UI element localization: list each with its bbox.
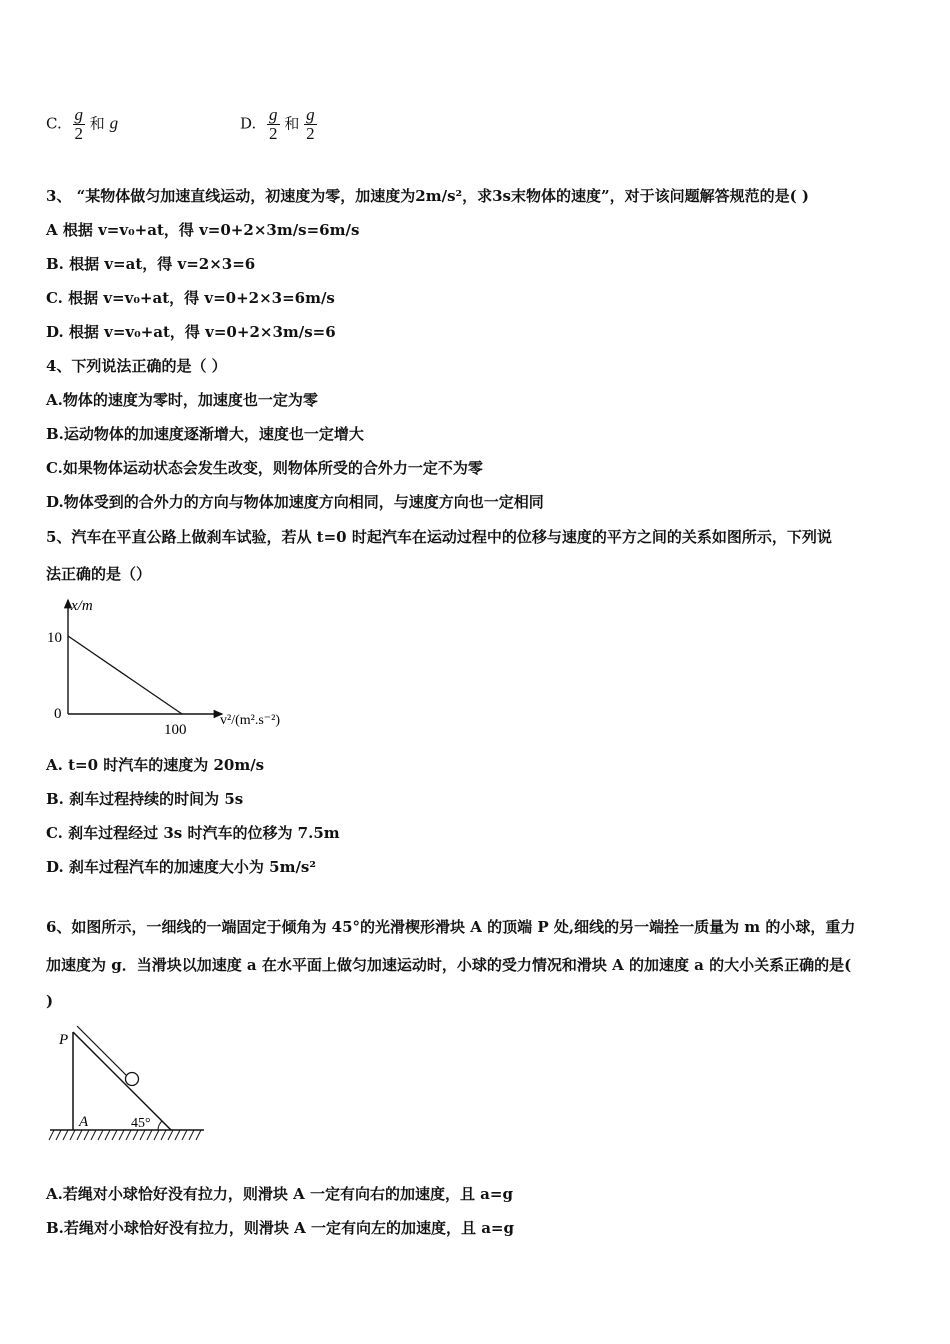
- q4-option-b: B.运动物体的加速度逐渐增大，速度也一定增大: [46, 425, 364, 443]
- q4-option-d: D.物体受到的合外力的方向与物体加速度方向相同，与速度方向也一定相同: [46, 493, 544, 511]
- q5-x-tick: 100: [164, 722, 187, 738]
- q2-option-d-conj: 和: [284, 114, 300, 133]
- q2-option-c: [46, 106, 118, 143]
- q3-option-b: B. 根据 v=at，得 v=2×3=6: [46, 255, 256, 273]
- q5-graph-line: [68, 636, 182, 714]
- q5-option-d: D. 刹车过程汽车的加速度大小为 5m/s²: [46, 858, 316, 876]
- q2-option-c-conj: 和: [89, 114, 105, 133]
- fraction-numerator: g: [269, 105, 278, 124]
- q2-option-d-fraction-1: [267, 106, 280, 143]
- q6-stem-line-3: ): [46, 992, 54, 1010]
- q6-label-p: P: [59, 1032, 69, 1048]
- q6-wedge-figure: [46, 1022, 216, 1152]
- q6-label-angle: 45°: [131, 1116, 151, 1131]
- fraction-numerator: g: [74, 105, 83, 124]
- q5-stem-line-1: 5、汽车在平直公路上做刹车试验，若从 t=0 时起汽车在运动过程中的位移与速度的平方之间的关系如图所示，下列说: [46, 528, 832, 546]
- q5-x-label: v²/(m².s⁻²): [220, 713, 281, 728]
- q3-option-a: A 根据 v=v₀+at，得 v=0+2×3m/s=6m/s: [46, 221, 360, 239]
- q5-origin: 0: [54, 706, 62, 722]
- fraction-denominator: 2: [306, 124, 315, 143]
- q3-option-d: D. 根据 v=v₀+at，得 v=0+2×3m/s=6: [46, 323, 336, 341]
- fraction-denominator: 2: [74, 124, 83, 143]
- q3-option-c: C. 根据 v=v₀+at，得 v=0+2×3=6m/s: [46, 289, 335, 307]
- q6-option-a: A.若绳对小球恰好没有拉力，则滑块 A 一定有向右的加速度，且 a=g: [46, 1185, 513, 1203]
- fraction-denominator: 2: [269, 124, 278, 143]
- q6-label-a: A: [79, 1114, 89, 1130]
- q2-option-c-label: C.: [46, 114, 62, 133]
- q6-string: [77, 1026, 127, 1076]
- q6-stem-line-2: 加速度为 g．当滑块以加速度 a 在水平面上做匀加速运动时，小球的受力情况和滑块 A 的加速度 a 的大小关系正确的是(: [46, 956, 852, 974]
- q6-option-b: B.若绳对小球恰好没有拉力，则滑块 A 一定有向左的加速度，且 a=g: [46, 1219, 514, 1237]
- q5-stem-line-2: 法正确的是（）: [46, 565, 152, 583]
- q5-option-b: B. 刹车过程持续的时间为 5s: [46, 790, 244, 808]
- q3-stem: 3、 “某物体做匀加速直线运动，初速度为零，加速度为2m/s²，求3s末物体的速度”，对于该问题解答规范的是( ): [46, 187, 810, 205]
- q5-y-label: x/m: [71, 598, 93, 614]
- q4-option-a: A.物体的速度为零时，加速度也一定为零: [46, 391, 318, 409]
- q6-ball: [126, 1073, 139, 1086]
- q5-y-tick: 10: [47, 630, 62, 646]
- q5-graph: [40, 592, 310, 742]
- q6-stem-line-1: 6、如图所示，一细线的一端固定于倾角为 45°的光滑楔形滑块 A 的顶端 P 处,细线的另一端拴一质量为 m 的小球，重力: [46, 918, 856, 936]
- q4-option-c: C.如果物体运动状态会发生改变，则物体所受的合外力一定不为零: [46, 459, 483, 477]
- q5-option-c: C. 刹车过程经过 3s 时汽车的位移为 7.5m: [46, 824, 340, 842]
- fraction-numerator: g: [306, 105, 315, 124]
- q2-option-d: [240, 106, 317, 143]
- q2-option-d-fraction-2: [304, 106, 317, 143]
- q2-option-c-fraction: [73, 106, 86, 143]
- q5-option-a: A. t=0 时汽车的速度为 20m/s: [46, 756, 265, 774]
- q2-option-d-label: D.: [240, 114, 257, 133]
- q4-stem: 4、下列说法正确的是（ ）: [46, 357, 227, 375]
- q2-option-c-tail: g: [109, 113, 119, 133]
